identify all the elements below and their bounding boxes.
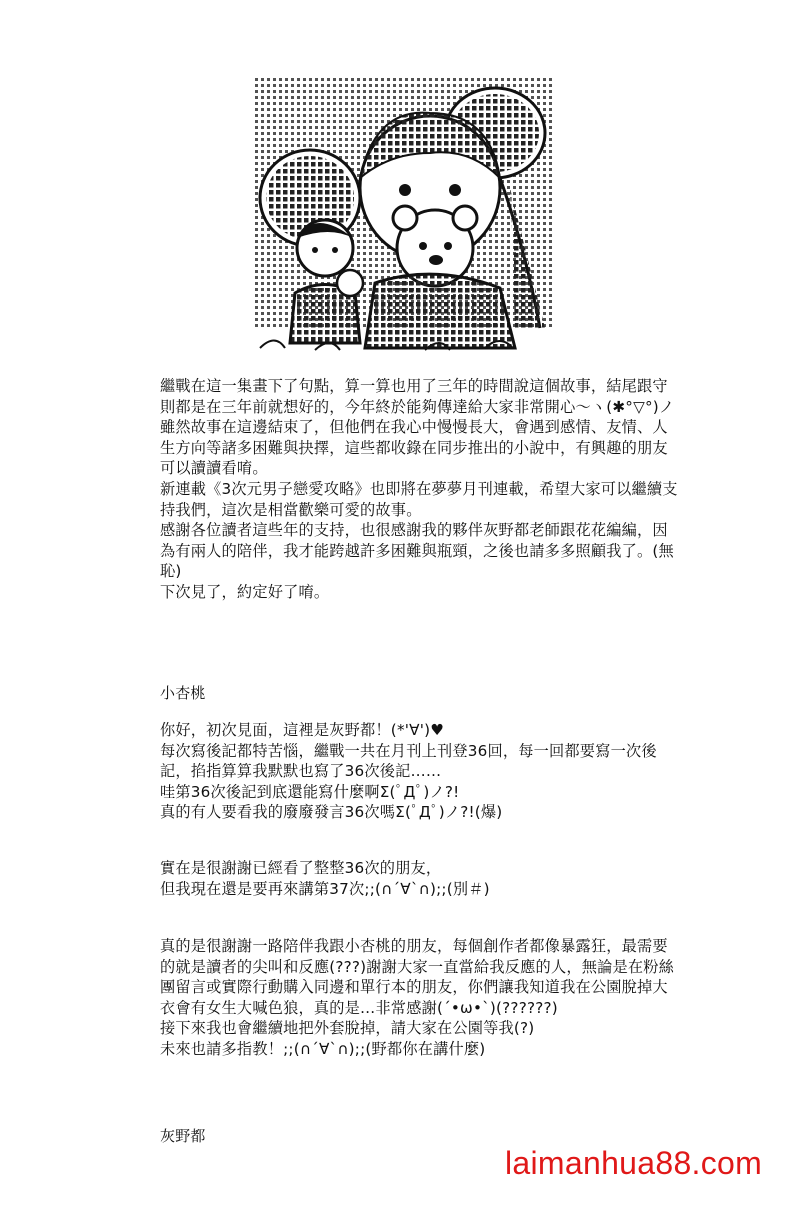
paragraph: 你好，初次見面，這裡是灰野都！(*'∀')♥ xyxy=(160,721,445,739)
paragraph: 繼戰在這一集畫下了句點，算一算也用了三年的時間說這個故事，結尾跟守則都是在三年前就想好的，今年終於能夠傳達給大家非常開心～ヽ(✱°▽°)ノ xyxy=(160,377,675,416)
paragraph: 但我現在還是要再來講第37次;;(∩´∀`∩);;(別＃) xyxy=(160,879,490,898)
afterword-section-2 xyxy=(160,720,680,823)
paragraph: 新連載《3次元男子戀愛攻略》也即將在夢夢月刊連載，希望大家可以繼續支持我們，這次是相當歡樂可愛的故事。 xyxy=(160,479,678,519)
paragraph: 接下來我也會繼續地把外套脫掉，請大家在公園等我(?) xyxy=(160,1019,535,1038)
paragraph: 實在是很謝謝已經看了整整36次的朋友， xyxy=(160,859,442,877)
paragraph: 雖然故事在這邊結束了，但他們在我心中慢慢長大，會遇到感情、友情、人生方向等諸多困難與抉擇，這些都收錄在同步推出的小說中，有興趣的朋友可以讀讀看唷。 xyxy=(160,418,668,478)
author-signature-1: 小杏桃 xyxy=(160,684,206,702)
paragraph: 真的有人要看我的廢廢發言36次嗎Σ(ﾟДﾟ)ノ?!(爆) xyxy=(160,803,503,822)
paragraph: 哇第36次後記到底還能寫什麼啊Σ(ﾟДﾟ)ノ?! xyxy=(160,782,460,801)
paragraph: 感謝各位讀者這些年的支持，也很感謝我的夥伴灰野都老師跟花花編編，因為有兩人的陪伴，我才能跨越許多困難與瓶頸，之後也請多多照顧我了。(無恥) xyxy=(160,521,674,581)
afterword-section-4 xyxy=(160,936,680,1060)
site-watermark: laimanhua88.com xyxy=(505,1145,763,1181)
chibi-characters-illustration xyxy=(255,78,555,358)
author-signature-2: 灰野都 xyxy=(160,1127,206,1145)
paragraph: 真的是很謝謝一路陪伴我跟小杏桃的朋友，每個創作者都像暴露狂，最需要的就是讀者的尖叫和反應(???)謝謝大家一直當給我反應的人，無論是在粉絲團留言或實際行動購入同邊和單行本的朋友，你們讓我知道我在公園脫掉大衣會有女生大喊色狼，真的是…非常感謝(´•ω•`)(??????) xyxy=(160,937,675,1017)
afterword-section-3 xyxy=(160,858,680,899)
paragraph: 每次寫後記都特苦惱，繼戰一共在月刊上刊登36回，每一回都要寫一次後記，掐指算算我默默也寫了36次後記…… xyxy=(160,741,657,781)
paragraph: 未來也請多指教！;;(∩´∀`∩);;(野都你在講什麼) xyxy=(160,1039,486,1058)
afterword-section-1 xyxy=(160,376,680,603)
paragraph: 下次見了，約定好了唷。 xyxy=(160,582,330,601)
